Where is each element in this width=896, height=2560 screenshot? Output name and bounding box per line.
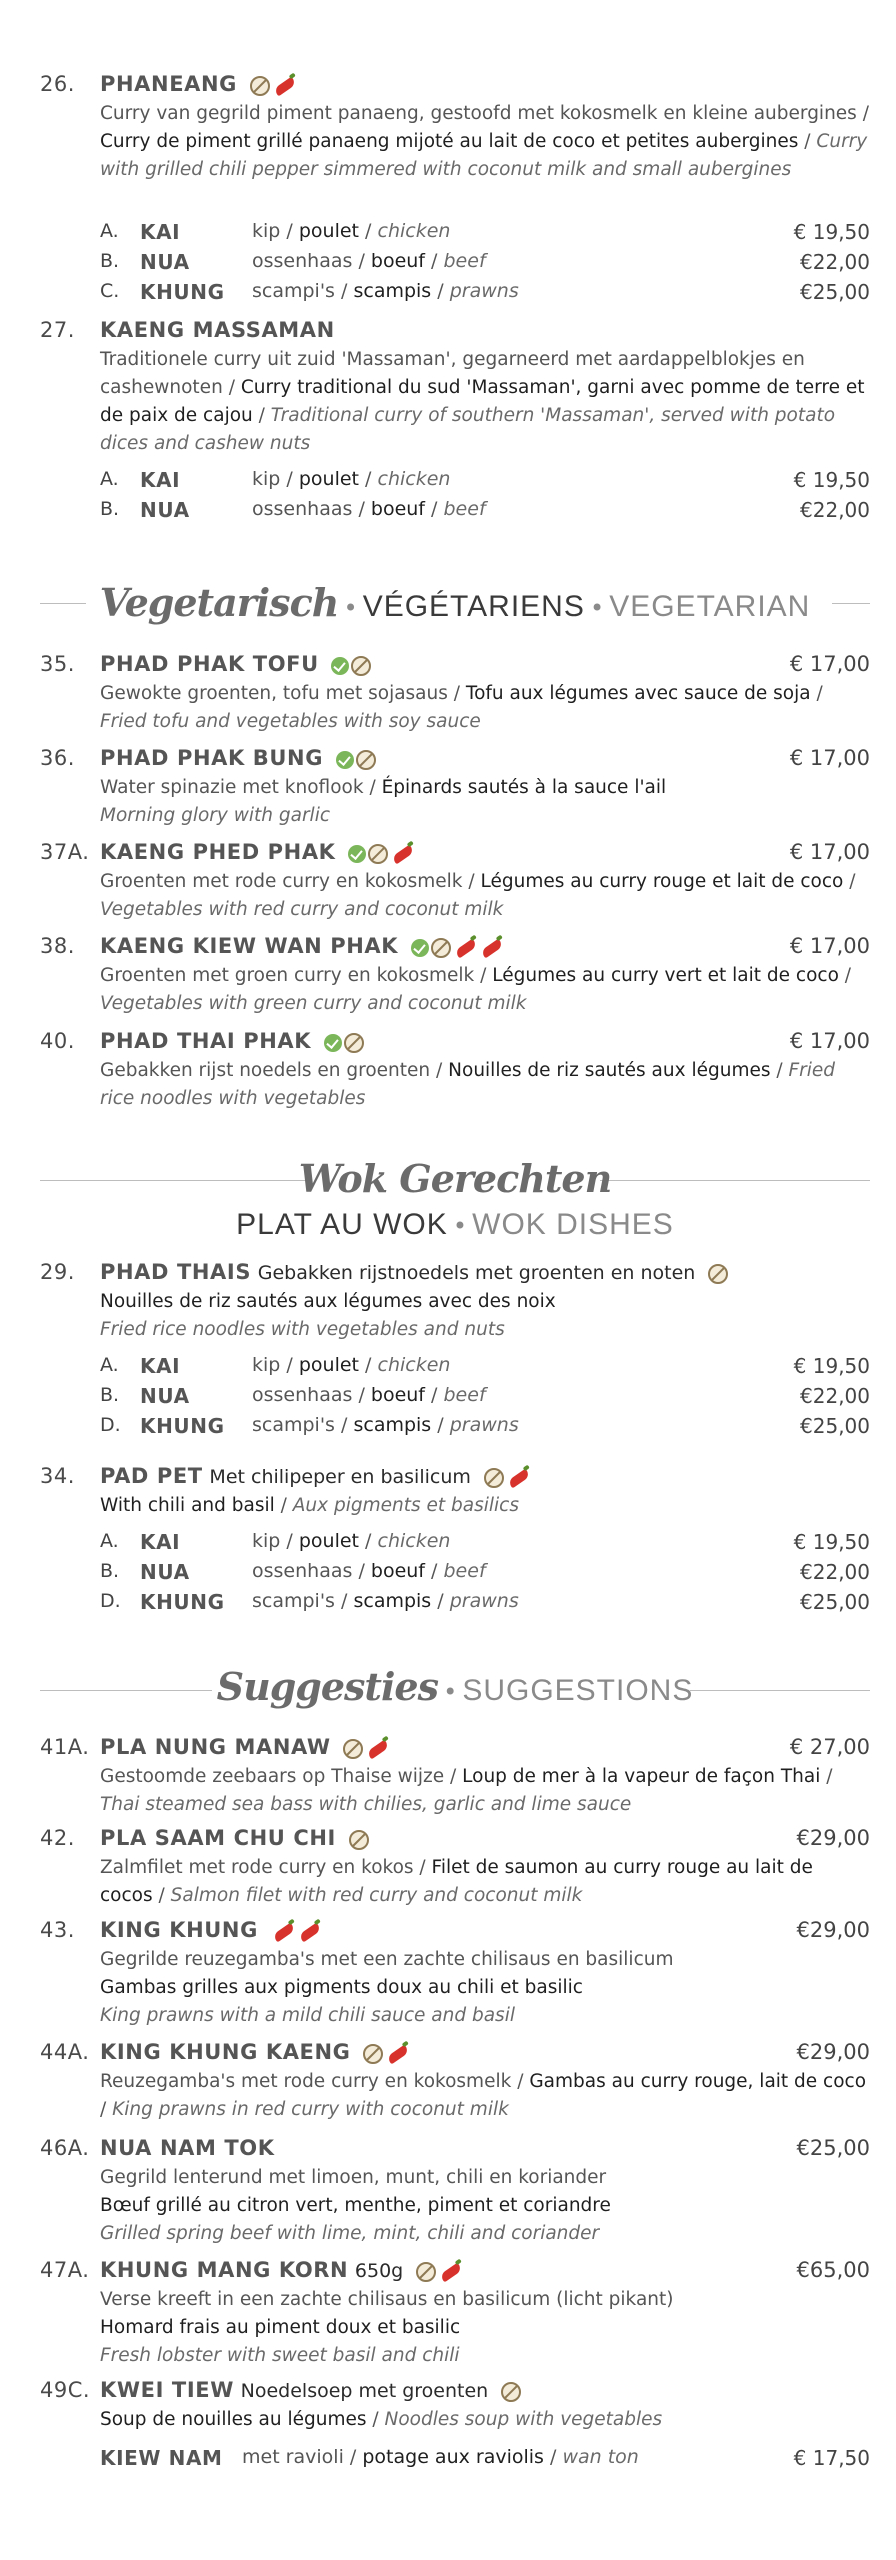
item-title: KWEI TIEW (100, 2378, 234, 2402)
chili-pepper-icon (367, 1739, 390, 1759)
variant-row: A. KAI kip / poulet / chicken € 19,50 (100, 220, 870, 244)
item-description: With chili and basil / Aux pigments et basilics (100, 1495, 519, 1516)
item-description: Gewokte groenten, tofu met sojasaus / Tofu aux légumes avec sauce de soja / Fried tofu and vegetables with soy sauce (100, 683, 823, 732)
item-title: PLA SAAM CHU CHI (100, 1826, 336, 1850)
nuts-icon (349, 1830, 369, 1850)
item-price: €25,00 (800, 1590, 870, 1614)
item-title: KING KHUNG (100, 1918, 258, 1942)
section-heading-wok: Wok Gerechten (298, 1156, 612, 1201)
item-title: PHAD PHAK BUNG (100, 746, 324, 770)
item-description: Water spinazie met knoflook / Épinards sautés à la sauce l'ail Morning glory with garlic (100, 777, 667, 826)
item-number: 47A. (40, 2258, 90, 2282)
menu-item-35 (40, 652, 870, 742)
variant-row: B. NUA ossenhaas / boeuf / beef €22,00 (100, 1560, 870, 1584)
item-price: € 17,00 (789, 840, 870, 864)
item-number: 35. (40, 652, 75, 676)
chili-pepper-icon (480, 938, 503, 958)
item-description: Soup de nouilles au légumes / Noodles soup with vegetables (100, 2409, 663, 2430)
menu-item-27 (40, 318, 870, 548)
variant-row: D. KHUNG scampi's / scampis / prawns €25,00 (100, 1590, 870, 1614)
item-price: €29,00 (796, 2040, 870, 2064)
nuts-icon (356, 750, 376, 770)
item-number: 49C. (40, 2378, 91, 2402)
menu-item-37a (40, 840, 870, 930)
item-description: Gebakken rijst noedels en groenten / Nouilles de riz sautés aux légumes / Fried rice noodles with vegetables (100, 1060, 836, 1109)
chili-pepper-icon (507, 1468, 530, 1488)
variant-row: B. NUA ossenhaas / boeuf / beef €22,00 (100, 250, 870, 274)
item-price: €65,00 (796, 2258, 870, 2282)
item-description: Groenten met rode curry en kokosmelk / Légumes au curry rouge et lait de coco / Vegetables with red curry and coconut milk (100, 871, 856, 920)
item-price: € 17,00 (789, 934, 870, 958)
item-description: Gestoomde zeebaars op Thaise wijze / Loup de mer à la vapeur de façon Thai / Thai steamed sea bass with chilies, garlic and lime sauce (100, 1766, 833, 1815)
chili-pepper-icon (392, 844, 415, 864)
item-number: 42. (40, 1826, 75, 1850)
nuts-icon (708, 1264, 728, 1284)
item-description: Verse kreeft in een zachte chilisaus en basilicum (licht pikant) Homard frais au piment doux et basilic Fresh lobster with sweet basil and chili (100, 2289, 674, 2366)
menu-item-41a (40, 1735, 870, 1821)
item-title: KAENG KIEW WAN PHAK (100, 934, 399, 958)
item-number: 44A. (40, 2040, 90, 2064)
item-number: 46A. (40, 2136, 90, 2160)
item-number: 40. (40, 1029, 75, 1053)
item-price: €29,00 (796, 1826, 870, 1850)
menu-item-44a (40, 2040, 870, 2126)
vegetarian-check-icon (348, 845, 366, 863)
item-price: €25,00 (796, 2136, 870, 2160)
menu-item-43 (40, 1918, 870, 2028)
nuts-icon (416, 2262, 436, 2282)
menu-item-47a: 47A. KHUNG MANG KORN 650g €65,00 Verse kreeft in een zachte chilisaus en basilicum (licht pikant) Homard frais au piment doux et basilic Fresh lobster with sweet basil and chili (40, 2258, 870, 2368)
item-price: €22,00 (800, 250, 870, 274)
section-heading-vegetarian: Vegetarisch • VÉGÉTARIENS • VEGETARIAN (99, 580, 811, 625)
item-description: Zalmfilet met rode curry en kokos / Filet de saumon au curry rouge au lait de cocos / Salmon filet with red curry and coconut milk (100, 1857, 813, 1906)
item-number: 36. (40, 746, 75, 770)
item-price: €25,00 (800, 280, 870, 304)
nuts-icon (250, 76, 270, 96)
item-price: € 17,50 (793, 2446, 870, 2470)
item-number: 41A. (40, 1735, 90, 1759)
menu-item-42 (40, 1826, 870, 1912)
variant-row: B. NUA ossenhaas / boeuf / beef €22,00 (100, 1384, 870, 1408)
item-price: € 17,00 (789, 746, 870, 770)
nuts-icon (363, 2044, 383, 2064)
chili-pepper-icon (454, 938, 477, 958)
menu-item-46a (40, 2136, 870, 2246)
item-number: 38. (40, 934, 75, 958)
item-title: KAENG PHED PHAK (100, 840, 336, 864)
vegetarian-check-icon (336, 751, 354, 769)
nuts-icon (431, 938, 451, 958)
item-price: € 27,00 (789, 1735, 870, 1759)
item-price: €29,00 (796, 1918, 870, 1942)
item-title: PHANEANG (100, 72, 238, 96)
item-title: NUA NAM TOK (100, 2136, 275, 2160)
menu-item-49c: 49C. KWEI TIEW Noedelsoep met groenten Soup de nouilles au légumes / Noodles soup with vegetables KIEW NAM met ravioli / potage aux raviolis / wan ton € 17,50 (40, 2378, 870, 2488)
item-number: 26. (40, 72, 75, 96)
nuts-icon (501, 2382, 521, 2402)
menu-item-40 (40, 1029, 870, 1119)
item-description: Gegrilde reuzegamba's met een zachte chilisaus en basilicum Gambas grilles aux pigments doux au chili et basilic King prawns with a mild chili sauce and basil (100, 1949, 674, 2026)
variant-row: A. KAI kip / poulet / chicken € 19,50 (100, 468, 870, 492)
item-description: Curry van gegrild piment panaeng, gestoofd met kokosmelk en kleine aubergines / Curry de piment grillé panaeng mijoté au lait de coco et petites aubergines / Curry with grilled chili pepper simmered with coconut milk and small aubergines (100, 103, 869, 180)
variant-row: A. KAI kip / poulet / chicken € 19,50 (100, 1530, 870, 1554)
section-subheading-wok: PLAT AU WOK • WOK DISHES (236, 1208, 674, 1241)
item-description: Traditionele curry uit zuid 'Massaman', gegarneerd met aardappelblokjes en cashewnoten / Curry traditional du sud 'Massaman', garni avec pomme de terre et de paix de cajou / Traditional curry of southern 'Massaman', served with potato dices and cashew nuts (100, 349, 865, 454)
item-price: € 17,00 (789, 652, 870, 676)
nuts-icon (368, 844, 388, 864)
item-price: € 19,50 (793, 468, 870, 492)
chili-pepper-icon (273, 76, 296, 96)
section-heading-suggestions: Suggesties • SUGGESTIONS (216, 1664, 694, 1709)
nuts-icon (351, 656, 371, 676)
nuts-icon (344, 1033, 364, 1053)
item-number: 43. (40, 1918, 75, 1942)
item-title: KING KHUNG KAENG (100, 2040, 351, 2064)
vegetarian-check-icon (324, 1034, 342, 1052)
nuts-icon (484, 1468, 504, 1488)
item-description: Gegrild lenterund met limoen, munt, chili en koriander Bœuf grillé au citron vert, menthe, piment et coriandre Grilled spring beef with lime, mint, chili and coriander (100, 2167, 611, 2244)
vegetarian-check-icon (331, 657, 349, 675)
item-title: PLA NUNG MANAW (100, 1735, 331, 1759)
item-title: PHAD THAI PHAK (100, 1029, 312, 1053)
vegetarian-check-icon (411, 939, 429, 957)
item-price: € 19,50 (793, 1530, 870, 1554)
chili-pepper-icon (298, 1922, 321, 1942)
menu-item-26 (40, 72, 870, 352)
item-title: PHAD THAIS (100, 1260, 252, 1284)
menu-item-36 (40, 746, 870, 836)
item-description: Reuzegamba's met rode curry en kokosmelk / Gambas au curry rouge, lait de coco / King prawns in red curry with coconut milk (100, 2071, 867, 2120)
item-price: €22,00 (800, 498, 870, 522)
menu-item-38 (40, 934, 870, 1024)
item-title: KAENG MASSAMAN (100, 318, 335, 342)
item-price: € 19,50 (793, 220, 870, 244)
variant-row: C. KHUNG scampi's / scampis / prawns €25,00 (100, 280, 870, 304)
chili-pepper-icon (387, 2044, 410, 2064)
item-price: € 19,50 (793, 1354, 870, 1378)
item-title: KHUNG MANG KORN (100, 2258, 349, 2282)
variant-row: B. NUA ossenhaas / boeuf / beef €22,00 (100, 498, 870, 522)
item-number: 37A. (40, 840, 90, 864)
chili-pepper-icon (272, 1922, 295, 1942)
item-number: 34. (40, 1464, 75, 1488)
variant-row: A. KAI kip / poulet / chicken € 19,50 (100, 1354, 870, 1378)
item-number: 29. (40, 1260, 75, 1284)
variant-row: KIEW NAM met ravioli / potage aux raviolis / wan ton € 17,50 (100, 2446, 870, 2470)
item-price: €22,00 (800, 1560, 870, 1584)
menu-item-29: 29. PHAD THAIS Gebakken rijstnoedels met groenten en noten Nouilles de riz sautés aux légumes avec des noix Fried rice noodles with vegetables and nuts A. KAI kip / poulet / chicken € 19,50 B. NUA ossenhaas / boeuf / beef €22,00 D. KHUNG scampi's / scampis / prawns €25,00 (40, 1260, 870, 1450)
nuts-icon (343, 1739, 363, 1759)
item-price: €25,00 (800, 1414, 870, 1438)
item-title: PHAD PHAK TOFU (100, 652, 319, 676)
chili-pepper-icon (439, 2262, 462, 2282)
item-price: € 17,00 (789, 1029, 870, 1053)
item-description: Groenten met groen curry en kokosmelk / Légumes au curry vert et lait de coco / Vegetables with green curry and coconut milk (100, 965, 852, 1014)
item-description: Nouilles de riz sautés aux légumes avec des noix Fried rice noodles with vegetables and nuts (100, 1291, 556, 1340)
item-number: 27. (40, 318, 75, 342)
variant-row: D. KHUNG scampi's / scampis / prawns €25,00 (100, 1414, 870, 1438)
item-title: PAD PET (100, 1464, 203, 1488)
menu-item-34: 34. PAD PET Met chilipeper en basilicum With chili and basil / Aux pigments et basilics A. KAI kip / poulet / chicken € 19,50 B. NUA ossenhaas / boeuf / beef €22,00 D. KHUNG scampi's / scampis / prawns €25,00 (40, 1464, 870, 1624)
item-price: €22,00 (800, 1384, 870, 1408)
